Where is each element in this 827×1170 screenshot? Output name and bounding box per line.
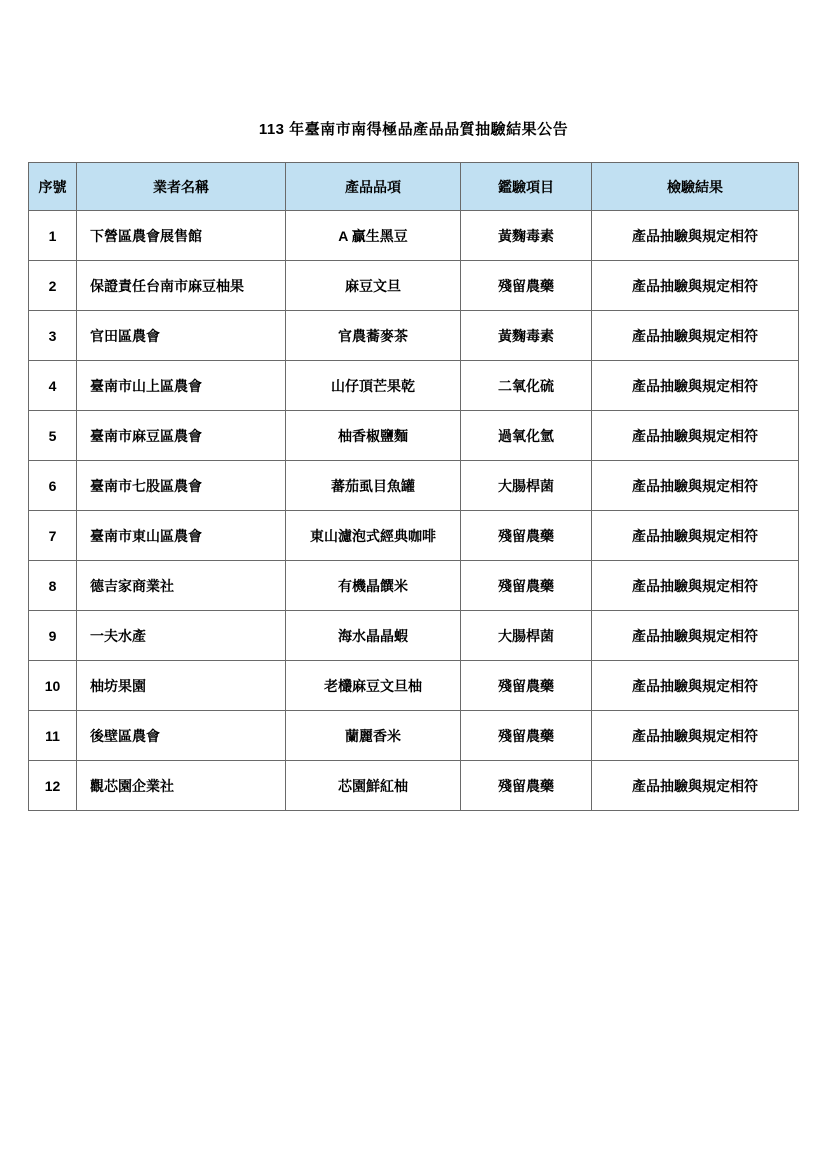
cell-vendor: 後壁區農會 [77,711,286,761]
cell-product: 官農蕎麥茶 [286,311,461,361]
cell-test: 殘留農藥 [461,711,592,761]
cell-product: 蕃茄虱目魚罐 [286,461,461,511]
table-row [29,261,799,311]
cell-serial: 12 [29,761,77,811]
table-row [29,561,799,611]
header-vendor: 業者名稱 [77,163,286,211]
cell-product: 海水晶晶蝦 [286,611,461,661]
cell-result: 產品抽驗與規定相符 [592,411,799,461]
cell-serial: 1 [29,211,77,261]
cell-vendor: 臺南市山上區農會 [77,361,286,411]
cell-test: 大腸桿菌 [461,461,592,511]
cell-serial: 9 [29,611,77,661]
cell-product: 柚香椒鹽麵 [286,411,461,461]
table-row [29,411,799,461]
cell-serial: 6 [29,461,77,511]
cell-vendor: 臺南市麻豆區農會 [77,411,286,461]
cell-product: 老欉麻豆文旦柚 [286,661,461,711]
cell-result: 產品抽驗與規定相符 [592,611,799,661]
table-row [29,761,799,811]
table-row [29,311,799,361]
cell-serial: 8 [29,561,77,611]
cell-test: 殘留農藥 [461,561,592,611]
cell-vendor: 下營區農會展售館 [77,211,286,261]
cell-product: 東山濾泡式經典咖啡 [286,511,461,561]
cell-test: 殘留農藥 [461,661,592,711]
cell-serial: 7 [29,511,77,561]
cell-serial: 10 [29,661,77,711]
table-row [29,711,799,761]
cell-serial: 3 [29,311,77,361]
table-row [29,361,799,411]
table-row [29,461,799,511]
cell-test: 殘留農藥 [461,261,592,311]
cell-product: A 贏生黑豆 [286,211,461,261]
cell-test: 大腸桿菌 [461,611,592,661]
cell-vendor: 德吉家商業社 [77,561,286,611]
cell-vendor: 一夫水產 [77,611,286,661]
cell-vendor: 柚坊果園 [77,661,286,711]
cell-vendor: 官田區農會 [77,311,286,361]
cell-vendor: 觀芯園企業社 [77,761,286,811]
header-serial: 序號 [29,163,77,211]
cell-result: 產品抽驗與規定相符 [592,261,799,311]
page-title: 113 年臺南市南得極品產品品質抽驗結果公告 [258,121,569,138]
cell-serial: 11 [29,711,77,761]
table-row [29,661,799,711]
cell-product: 蘭麗香米 [286,711,461,761]
cell-test: 過氧化氫 [461,411,592,461]
cell-test: 黃麴毒素 [461,211,592,261]
cell-result: 產品抽驗與規定相符 [592,761,799,811]
cell-result: 產品抽驗與規定相符 [592,211,799,261]
cell-result: 產品抽驗與規定相符 [592,711,799,761]
cell-result: 產品抽驗與規定相符 [592,511,799,561]
header-result: 檢驗結果 [592,163,799,211]
table-row [29,611,799,661]
header-product: 產品品項 [286,163,461,211]
cell-serial: 4 [29,361,77,411]
cell-test: 二氧化硫 [461,361,592,411]
cell-result: 產品抽驗與規定相符 [592,561,799,611]
header-test: 鑑驗項目 [461,163,592,211]
cell-result: 產品抽驗與規定相符 [592,361,799,411]
cell-vendor: 臺南市七股區農會 [77,461,286,511]
cell-serial: 5 [29,411,77,461]
cell-product: 芯園鮮紅柚 [286,761,461,811]
cell-product: 麻豆文旦 [286,261,461,311]
table-row [29,511,799,561]
cell-test: 殘留農藥 [461,511,592,561]
cell-result: 產品抽驗與規定相符 [592,461,799,511]
cell-result: 產品抽驗與規定相符 [592,661,799,711]
cell-test: 黃麴毒素 [461,311,592,361]
cell-result: 產品抽驗與規定相符 [592,311,799,361]
cell-product: 山仔頂芒果乾 [286,361,461,411]
cell-serial: 2 [29,261,77,311]
table-header-row [29,163,799,211]
cell-vendor: 臺南市東山區農會 [77,511,286,561]
cell-product: 有機晶饌米 [286,561,461,611]
cell-vendor: 保證責任台南市麻豆柚果 [77,261,286,311]
cell-test: 殘留農藥 [461,761,592,811]
inspection-results-table [28,162,799,811]
table-row [29,211,799,261]
